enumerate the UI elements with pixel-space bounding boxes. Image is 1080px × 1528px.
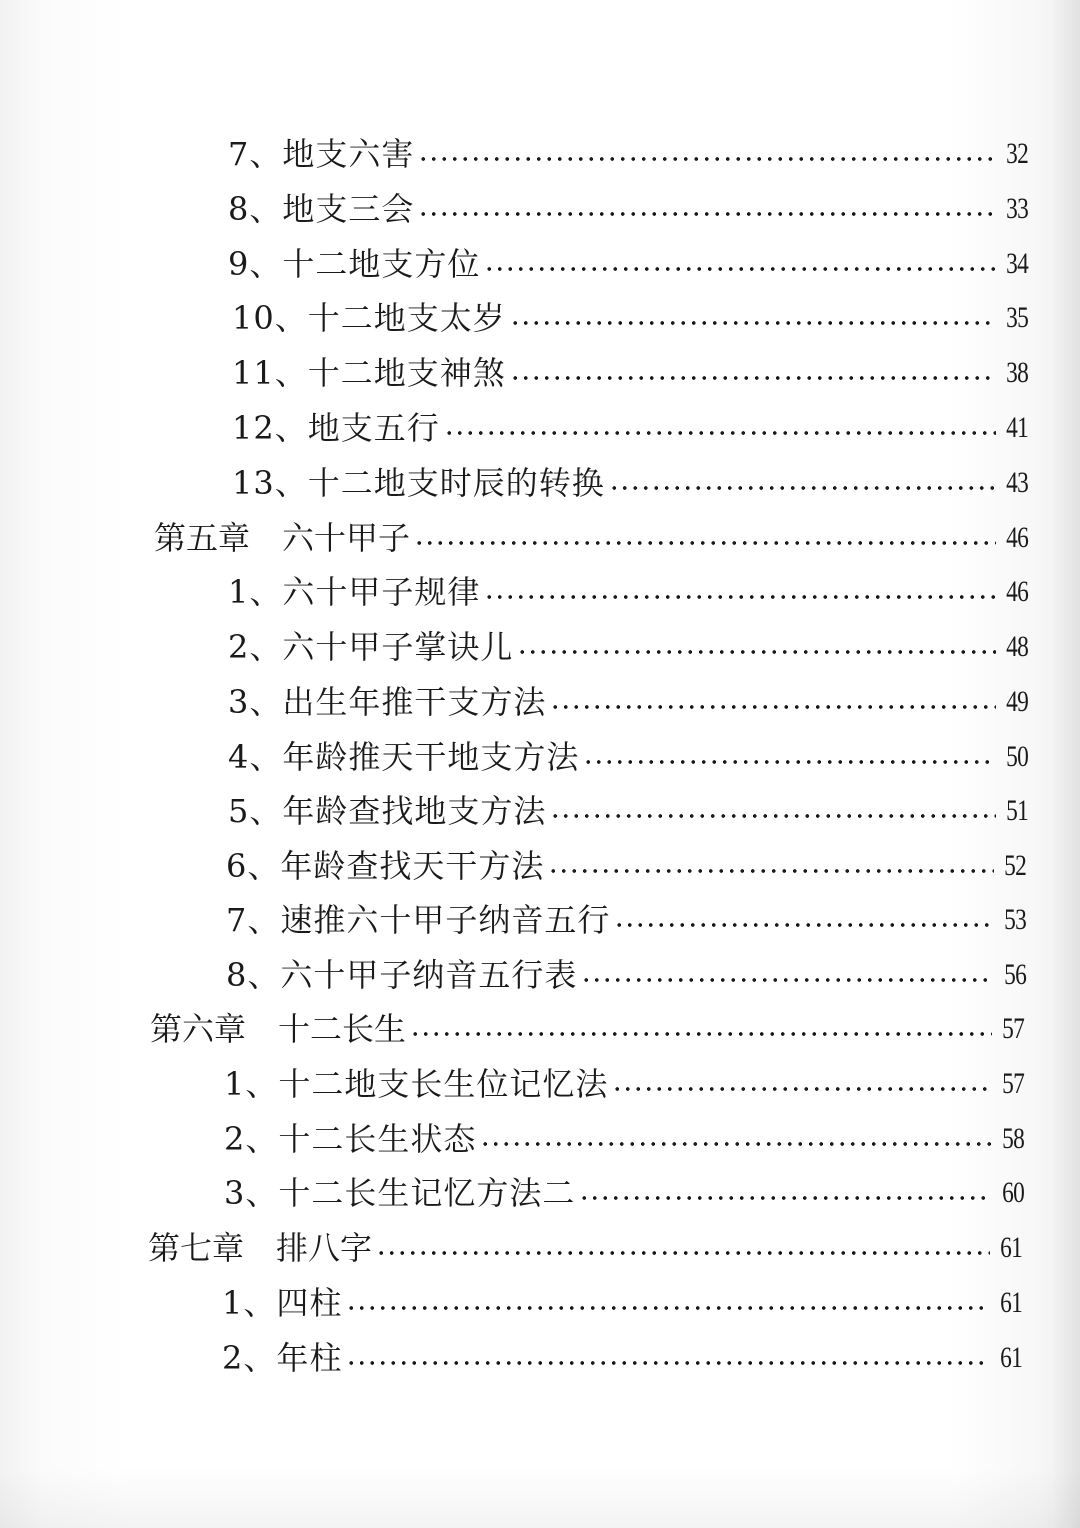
toc-entry-title: 8、六十甲子纳音五行表 [226, 956, 578, 994]
toc-entry-title: 7、速推六十甲子纳音五行 [226, 901, 611, 939]
toc-chapter-entry [150, 1003, 1024, 1049]
toc-entry-title: 13、十二地支时辰的转换 [232, 464, 605, 502]
dot-leader [346, 1305, 990, 1311]
toc-entry-page: 35 [1006, 301, 1028, 334]
dot-leader [581, 977, 994, 983]
dot-leader [548, 868, 994, 874]
toc-entry-title: 1、六十甲子规律 [228, 573, 481, 611]
toc-entry-page: 46 [1006, 575, 1028, 608]
toc-entry-title: 1、四柱 [222, 1284, 343, 1322]
scan-shadow-bottom [0, 1468, 1080, 1528]
dot-leader [376, 1250, 990, 1256]
toc-entry-page: 41 [1006, 411, 1028, 444]
dot-leader [418, 156, 996, 162]
toc-entry-title: 12、地支五行 [232, 409, 440, 447]
dot-leader [550, 813, 996, 819]
toc-chapter-title: 第五章 六十甲子 [154, 519, 411, 557]
toc-chapter-entry [148, 1222, 1022, 1268]
toc-entry [224, 1167, 1024, 1213]
dot-leader [346, 1360, 990, 1366]
toc-entry-title: 1、十二地支长生位记忆法 [224, 1065, 609, 1103]
toc-entry [228, 566, 1028, 612]
toc-entry-page: 32 [1006, 137, 1028, 170]
toc-entry-title: 8、地支三会 [228, 190, 415, 228]
toc-chapter-title: 第六章 十二长生 [150, 1010, 407, 1048]
toc-entry-title: 2、十二长生状态 [224, 1120, 477, 1158]
toc-chapter-entry [154, 512, 1028, 558]
toc-entry-page: 57 [1002, 1012, 1024, 1045]
dot-leader [579, 1195, 992, 1201]
toc-entry-page: 38 [1006, 356, 1028, 389]
toc-entry-page: 43 [1006, 466, 1028, 499]
dot-leader [612, 1086, 992, 1092]
toc-entry [228, 128, 1028, 174]
dot-leader [609, 485, 996, 491]
dot-leader [510, 375, 996, 381]
toc-entry [228, 621, 1028, 667]
toc-entry-page: 61 [1000, 1231, 1022, 1264]
toc-entry [228, 183, 1028, 229]
dot-leader [550, 704, 996, 710]
dot-leader [583, 759, 996, 765]
dot-leader [484, 266, 996, 272]
toc-entry-page: 34 [1006, 247, 1028, 280]
toc-entry [228, 238, 1028, 284]
dot-leader [517, 649, 996, 655]
toc-entry [224, 1058, 1024, 1104]
dot-leader [614, 922, 994, 928]
toc-entry-title: 10、十二地支太岁 [232, 299, 506, 337]
dot-leader [414, 540, 996, 546]
toc-entry-page: 51 [1006, 794, 1028, 827]
toc-entry [226, 840, 1026, 886]
toc-entry [232, 457, 1028, 503]
toc-entry-title: 4、年龄推天干地支方法 [228, 738, 580, 776]
dot-leader [484, 594, 996, 600]
toc-entry-title: 2、年柱 [222, 1339, 343, 1377]
toc-entry-page: 46 [1006, 521, 1028, 554]
toc-entry-page: 57 [1002, 1067, 1024, 1100]
dot-leader [510, 320, 996, 326]
scan-shadow-right [1052, 0, 1080, 1528]
toc-entry [226, 949, 1026, 995]
toc-entry-page: 53 [1004, 903, 1026, 936]
toc-entry-title: 5、年龄查找地支方法 [228, 792, 547, 830]
dot-leader [418, 211, 996, 217]
toc-entry [228, 731, 1028, 777]
toc-entry-page: 33 [1006, 192, 1028, 225]
toc-entry [222, 1277, 1022, 1323]
toc-entry-title: 9、十二地支方位 [228, 245, 481, 283]
toc-entry-page: 48 [1006, 630, 1028, 663]
toc-entry-page: 58 [1002, 1122, 1024, 1155]
toc-entry-title: 6、年龄查找天干方法 [226, 847, 545, 885]
toc-entry-page: 50 [1006, 740, 1028, 773]
toc-entry-page: 60 [1002, 1176, 1024, 1209]
toc-entry-title: 11、十二地支神煞 [232, 354, 506, 392]
toc-entry [228, 676, 1028, 722]
toc-entry-page: 56 [1004, 958, 1026, 991]
toc-entry [224, 1113, 1024, 1159]
toc-entry [232, 347, 1028, 393]
toc-entry-page: 49 [1006, 685, 1028, 718]
toc-entry-title: 3、出生年推干支方法 [228, 683, 547, 721]
toc-entry [232, 402, 1028, 448]
toc-entry [232, 292, 1028, 338]
toc-chapter-title: 第七章 排八字 [148, 1229, 373, 1267]
toc-entry [222, 1332, 1022, 1378]
toc-entry-page: 61 [1000, 1286, 1022, 1319]
dot-leader [480, 1141, 992, 1147]
toc-entry-title: 7、地支六害 [228, 135, 415, 173]
toc-entry [226, 894, 1026, 940]
toc-entry-page: 52 [1004, 849, 1026, 882]
toc-entry-title: 2、六十甲子掌诀儿 [228, 628, 514, 666]
dot-leader [444, 430, 996, 436]
toc-entry-title: 3、十二长生记忆方法二 [224, 1174, 576, 1212]
toc-entry-page: 61 [1000, 1341, 1022, 1374]
dot-leader [410, 1031, 992, 1037]
toc-entry [228, 785, 1028, 831]
